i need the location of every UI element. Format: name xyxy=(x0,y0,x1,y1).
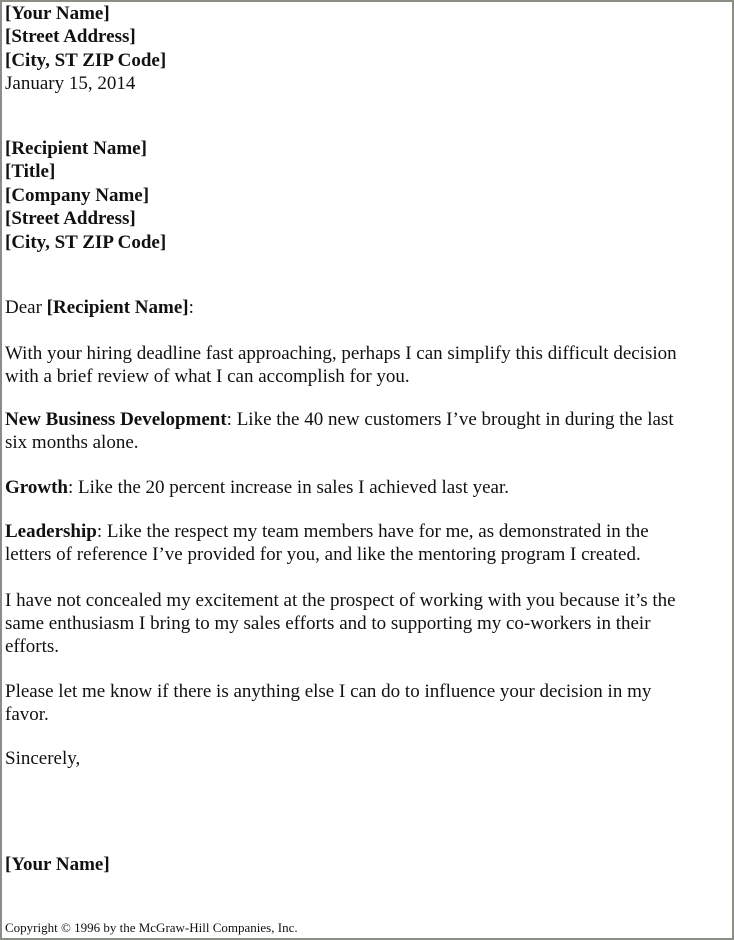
sender-city: [City, ST ZIP Code] xyxy=(5,50,167,71)
intro-line-1: With your hiring deadline fast approaching, perhaps I can simplify this difficult decision xyxy=(5,343,677,364)
salutation-name: [Recipient Name] xyxy=(46,297,189,318)
sender-name: [Your Name] xyxy=(5,3,110,24)
leadership-line-1 xyxy=(5,520,649,543)
recipient-name: [Recipient Name] xyxy=(5,138,147,159)
leadership-text: : Like the respect my team members have for me, as demonstrated in the xyxy=(96,521,649,542)
recipient-street: [Street Address] xyxy=(5,208,136,229)
leadership-label: Leadership xyxy=(5,521,97,542)
new-business-line-2: six months alone. xyxy=(5,432,139,453)
salutation-suffix: : xyxy=(188,297,194,318)
growth-text: : Like the 20 percent increase in sales I achieved last year. xyxy=(67,477,510,498)
closing-request-line-1: Please let me know if there is anything else I can do to influence your decision in my xyxy=(5,681,652,702)
new-business-line-1 xyxy=(5,408,674,431)
valediction: Sincerely, xyxy=(5,748,81,769)
excitement-line-2: same enthusiasm I bring to my sales efforts and to supporting my co-workers in their xyxy=(5,613,651,634)
recipient-company: [Company Name] xyxy=(5,185,150,206)
salutation-prefix: Dear xyxy=(5,297,47,318)
new-business-text: : Like the 40 new customers I’ve brought in during the last xyxy=(226,409,674,430)
copyright-footer: Copyright © 1996 by the McGraw-Hill Companies, Inc. xyxy=(5,920,298,935)
intro-line-2: with a brief review of what I can accomplish for you. xyxy=(5,366,410,387)
sender-street: [Street Address] xyxy=(5,26,136,47)
new-business-label: New Business Development xyxy=(5,409,227,430)
salutation xyxy=(5,296,194,319)
growth-label: Growth xyxy=(5,477,68,498)
letter-date: January 15, 2014 xyxy=(5,73,136,94)
closing-request-line-2: favor. xyxy=(5,704,49,725)
recipient-title: [Title] xyxy=(5,161,56,182)
recipient-city: [City, ST ZIP Code] xyxy=(5,232,167,253)
excitement-line-1: I have not concealed my excitement at the prospect of working with you because it’s the xyxy=(5,590,676,611)
growth-line xyxy=(5,476,509,499)
leadership-line-2: letters of reference I’ve provided for you, and like the mentoring program I created. xyxy=(5,544,641,565)
excitement-line-3: efforts. xyxy=(5,636,59,657)
signature-name: [Your Name] xyxy=(5,854,110,875)
